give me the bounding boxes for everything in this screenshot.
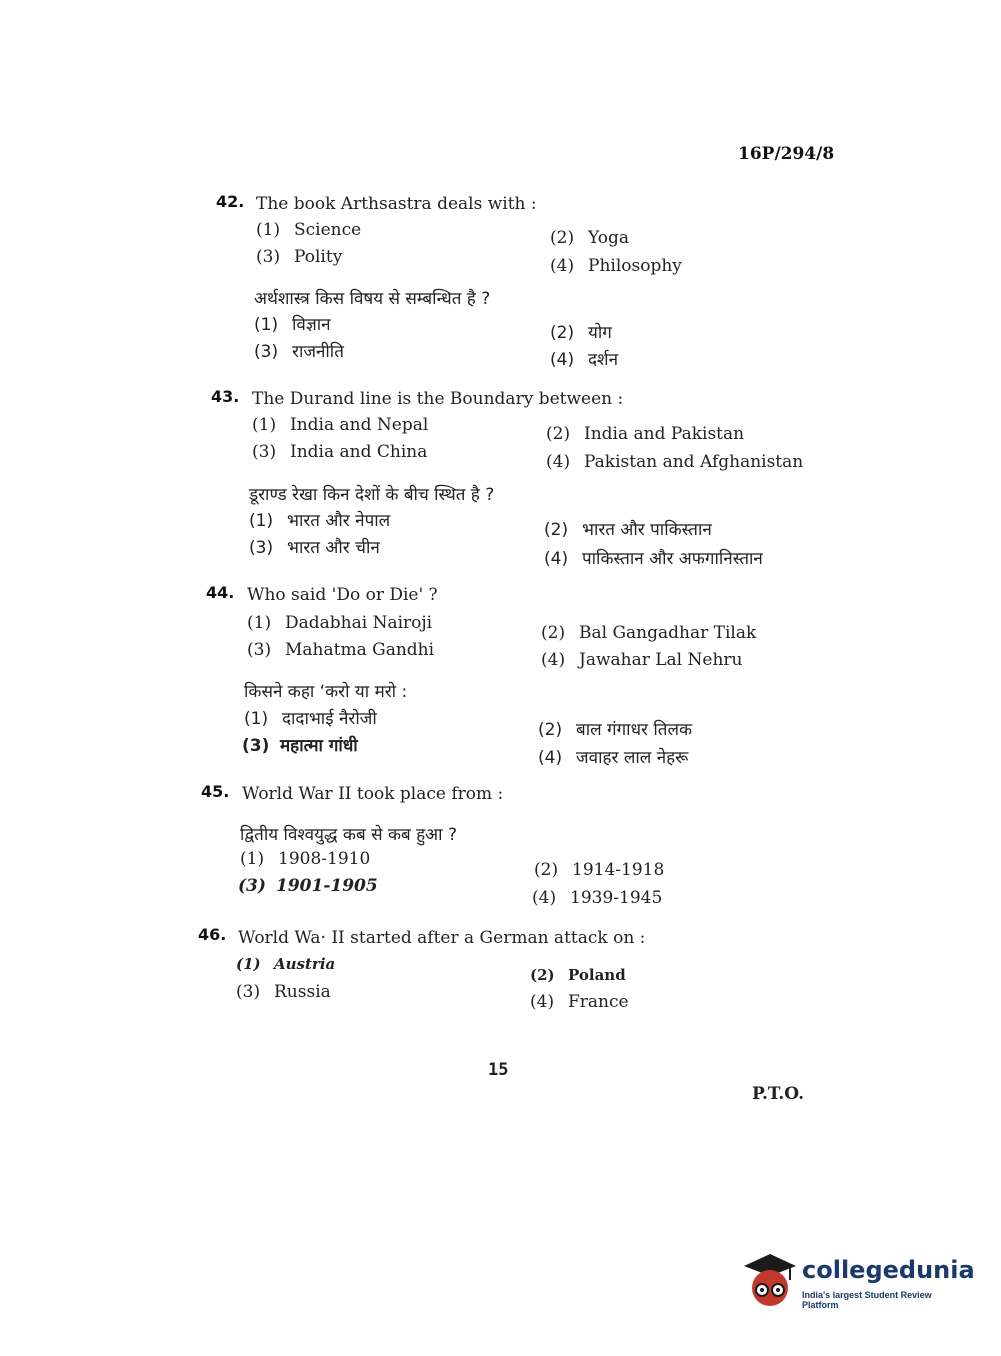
question-text-hi: किसने कहा ‘करो या मरो :	[244, 682, 408, 702]
option-1-en: (1) India and Nepal	[252, 415, 429, 435]
option-3-hi: (3) राजनीति	[254, 342, 344, 362]
option-3: (3) Russia	[236, 982, 331, 1002]
option-2: (2) Poland	[530, 966, 626, 984]
question-text-en: World Wa· II started after a German attack on :	[238, 928, 646, 948]
option-4-hi: (4) दर्शन	[550, 350, 619, 370]
option-3-en: (3) Mahatma Gandhi	[247, 640, 435, 660]
option-1-hi: (1) दादाभाई नैरोजी	[244, 709, 377, 729]
option-4-en: (4) Pakistan and Afghanistan	[546, 452, 804, 472]
option-2-hi: (2) भारत और पाकिस्तान	[544, 520, 712, 540]
option-1-en: (1) Dadabhai Nairoji	[247, 613, 433, 633]
option-4: (4) 1939-1945	[532, 888, 663, 908]
logo-tagline: India's largest Student Review Platform	[802, 1290, 932, 1310]
question-text-hi: अर्थशास्त्र किस विषय से सम्बन्धित है ?	[254, 289, 491, 309]
paper-code: 16P/294/8	[738, 144, 835, 164]
option-1-en: (1) Science	[256, 220, 362, 240]
option-3-hi: (3) महात्मा गांधी	[242, 736, 358, 756]
mascot-icon	[740, 1250, 798, 1310]
option-2: (2) 1914-1918	[534, 860, 665, 880]
option-4-hi: (4) पाकिस्तान और अफगानिस्तान	[544, 549, 763, 569]
option-4-en: (4) Philosophy	[550, 256, 682, 276]
collegedunia-logo	[740, 1250, 975, 1310]
option-1: (1) 1908-1910	[240, 849, 371, 869]
question-text-hi: द्वितीय विश्वयुद्ध कब से कब हुआ ?	[240, 825, 457, 845]
option-2-en: (2) Yoga	[550, 228, 629, 248]
question-number: 43.	[211, 387, 240, 406]
question-number: 46.	[198, 925, 227, 944]
option-3-en: (3) India and China	[252, 442, 428, 462]
option-3-en: (3) Polity	[256, 247, 343, 267]
question-text-en: The Durand line is the Boundary between :	[252, 389, 624, 409]
question-text-en: Who said 'Do or Die' ?	[247, 585, 438, 605]
option-2-en: (2) India and Pakistan	[546, 424, 745, 444]
question-text-hi: डूराण्ड रेखा किन देशों के बीच स्थित है ?	[249, 485, 495, 505]
question-number: 45.	[201, 782, 230, 801]
option-2-hi: (2) योग	[550, 323, 612, 343]
option-1-hi: (1) विज्ञान	[254, 315, 331, 335]
page-number: 15	[488, 1060, 509, 1080]
pto-label: P.T.O.	[752, 1084, 804, 1104]
logo-wordmark: collegedunia	[802, 1256, 975, 1284]
question-number: 42.	[216, 192, 245, 211]
option-2-en: (2) Bal Gangadhar Tilak	[541, 623, 757, 643]
option-1: (1) Austria	[236, 955, 336, 973]
question-text-en: The book Arthsastra deals with :	[256, 194, 537, 214]
option-1-hi: (1) भारत और नेपाल	[249, 511, 391, 531]
option-2-hi: (2) बाल गंगाधर तिलक	[538, 720, 693, 740]
option-4-hi: (4) जवाहर लाल नेहरू	[538, 748, 689, 768]
option-4-en: (4) Jawahar Lal Nehru	[541, 650, 743, 670]
option-3-hi: (3) भारत और चीन	[249, 538, 380, 558]
option-4: (4) France	[530, 992, 629, 1012]
question-number: 44.	[206, 583, 235, 602]
question-text-en: World War II took place from :	[242, 784, 504, 804]
option-3: (3) 1901-1905	[238, 876, 378, 896]
